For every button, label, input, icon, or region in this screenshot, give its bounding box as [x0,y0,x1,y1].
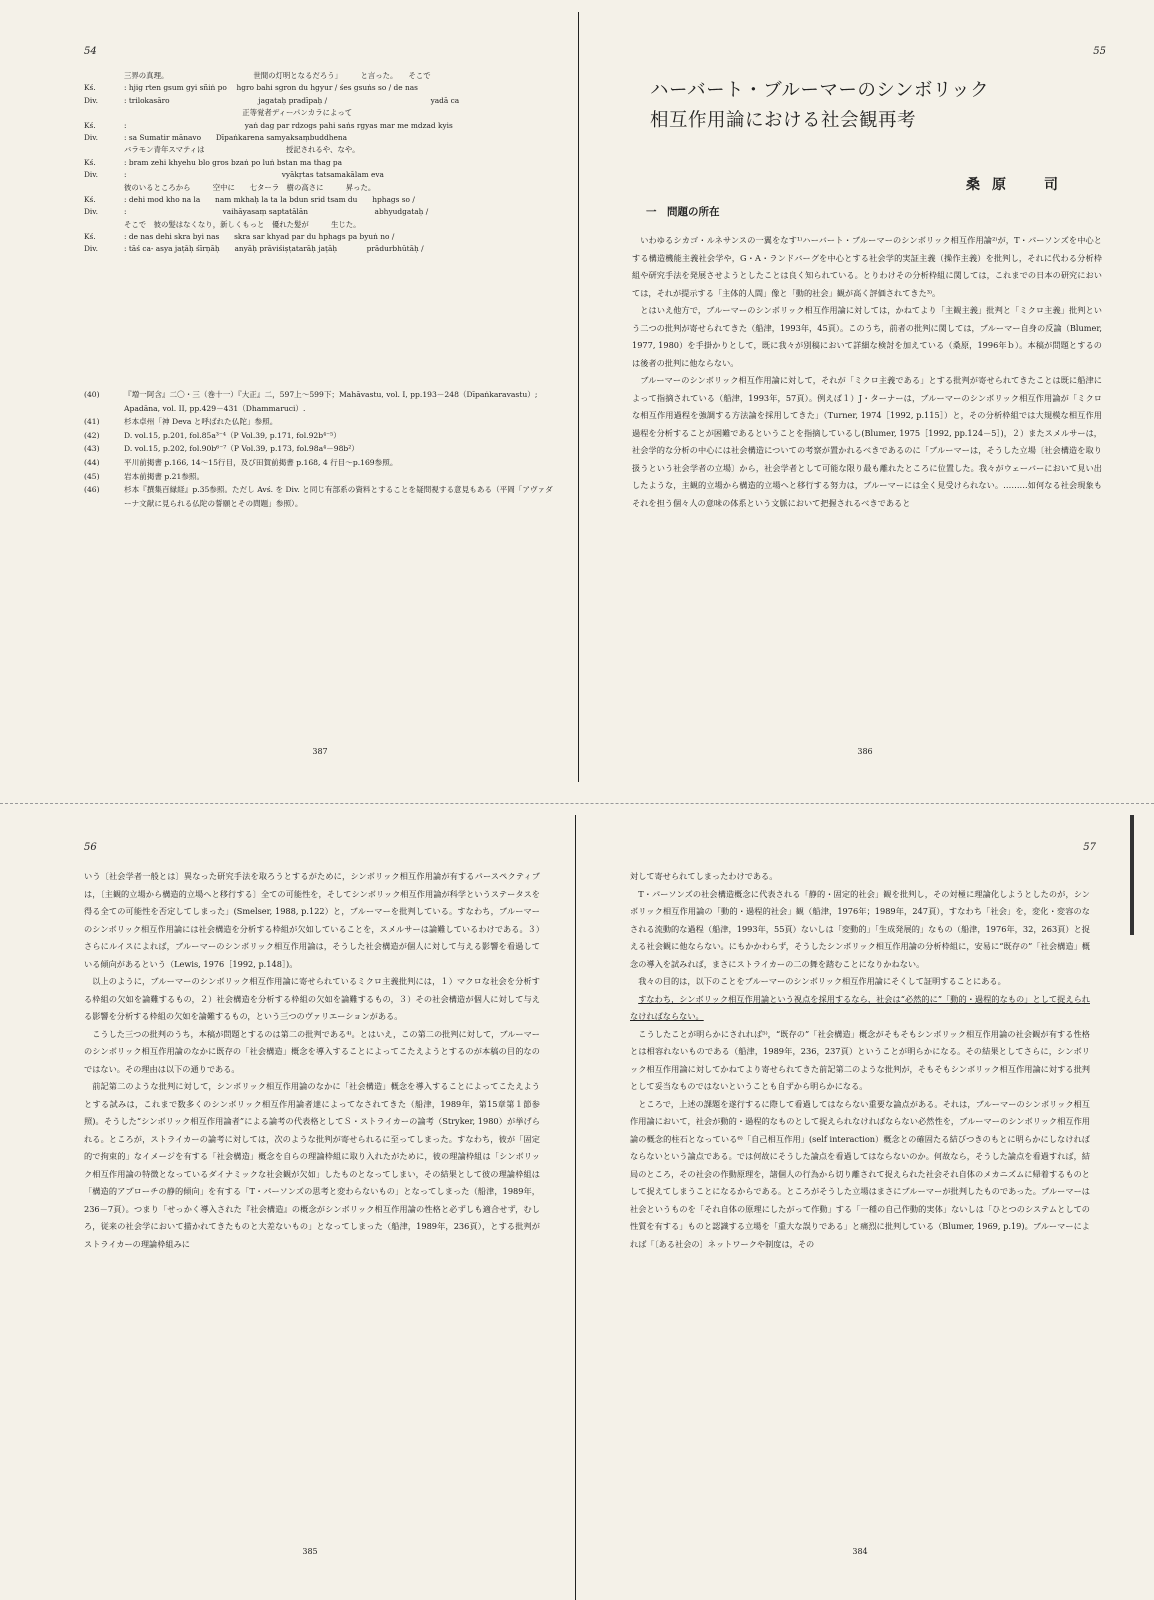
line-text: : hjig rten gsum gyi sñiṅ po hgro bahi sgron du hgyur / śes gsuṅs so / de nas [124,83,418,93]
right-edge-mark [1130,815,1134,935]
footnote-number: (44) [84,457,100,467]
footnote [84,442,554,456]
line-text: : vyākṛtas tatsamakālam eva [124,170,384,180]
footnotes [84,388,554,510]
title-line: 相互作用論における社会観再考 [650,110,917,131]
title-line: ハーバート・ブルーマーのシンボリック [650,80,990,101]
paragraph: いわゆるシカゴ・ルネサンスの一翼をなす¹⁾ハーバート・ブルーマーのシンボリック相互作用論²⁾が，T・パーソンズを中心とする構造機能主義社会学や，G・A・ランドバーグを中心とする社会学的実証主義（操作主義）を批判し，それに代わる分析枠組や研究手法を発展させようとしたことは良く知られている。とりわけその分析枠組に関しては，これまでの日本の研究においては，それが提示する「主体的人間」像と「動的社会」観が高く評価されてきた³⁾。 [632,235,1102,298]
footnote-text: 杉本卓州「神 Deva と呼ばれた仏陀」参照。 [124,417,278,427]
body-text [84,868,540,1253]
footnote-text: 岩本前掲書 p.21参照。 [124,471,205,481]
paragraph: T・パーソンズの社会構造概念に代表される「静的・固定的社会」観を批判し，その対極に理論化しようとしたのが，シンボリック相互作用論の「動的・過程的社会」観（船津，1976年；1989年，247頁），すなわち「社会」を，変化・変容のなされる流動的な過程（船津，1993年，55頁）ないしは「変動的」「生成発展的」なもの（船津，1976年，32，263頁）と捉える社会観に他ならない。にもかかわらず，そうしたシンボリック相互作用論の分析枠組に，安易に“既存の”「社会構造」概念の導入を試みれば，まさにストライカーの二の舞を踏むことになりかねない。 [630,888,1090,969]
footnote-number: (45) [84,471,100,481]
gloss-line [84,107,554,119]
footnote [84,429,554,443]
text-line [84,120,554,132]
page-55 [620,40,1110,760]
gloss-line [84,144,554,156]
footnote-number: (42) [84,430,100,440]
line-text: : tāś ca- asya jaṭāḥ śīrṇāḥ anyāḥ prāviśiṣṭatarāḥ jaṭāḥ prādurbhūtāḥ / [124,244,424,254]
line-label [84,182,124,194]
line-text: 彼のいるところから 空中に 七ターラ 樹の高さに 昇った。 [124,182,376,192]
line-text: バラモン青年スマティは 授記されるや、なや。 [124,145,360,155]
paragraph: 以上のように，ブルーマーのシンボリック相互作用論に寄せられているミクロ主義批判には，１）マクロな社会を分析する枠組の欠如を論難するもの，２）社会構造を分析する枠組の欠如を論難するもの，３）その社会構造が個人に対して与える影響を分析する枠組の欠如を論難するもの，という三つのヴァリエーションがある。 [84,976,540,1021]
text-line [84,243,554,255]
line-text: : sa Sumatir mānavo Dīpaṅkarena samyaksaṃbuddhena [124,132,348,142]
line-label: Kś. [84,232,96,242]
footnote-number: (46) [84,485,100,495]
text-line [84,169,554,181]
footnote-text: 『増一阿含』二〇・三（巻十一）『大正』二，597上～599下；Mahāvastu, vol. I, pp.193－248（Dīpaṅkaravastu）; Apadāna, vol. II, pp.429－431（Dhammaruci）. [124,390,538,413]
interlinear-text [84,70,554,256]
line-text: 三界の真理。 世間の灯明となるだろう」 と言った。 そこで [124,71,431,80]
paragraph: いう〔社会学者一般とは〕異なった研究手法を取ろうとするがために，シンボリック相互作用論が有するパースペクティブは，〔主観的立場から構造的立場へと移行する〕全ての可能性を，そしてシンボリック相互作用論が科学というステータスを得る全ての可能性を否定してしまった」(Smelser, 1988, p.122）と，ブルーマーを批判している。すなわち，ブルーマーのシンボリック相互作用論には社会構造を分析する枠組が欠如していることを，スメルサーは論難しているわけである。３）さらにルイスによれば，ブルーマーのシンボリック相互作用論は，そうした社会構造が個人に対して与える影響を看過している傾向があるという（Lewis, 1976［1992, p.148］)。 [84,871,540,969]
line-label: Div. [84,207,98,217]
paragraph: 前記第二のような批判に対して，シンボリック相互作用論のなかに「社会構造」概念を導入することによってこたえようとする試みは，これまで数多くのシンボリック相互作用論者達によってなされてきた（船津，1989年，第15章第１節参照)。そうした“シンボリック相互作用論者”による論考の代表格としてＳ・ストライカーの論考（Stryker, 1980）が挙げられる。ところが，ストライカーの論考に対しては，次のような批判が寄せられるに至ってしまった。すなわち，彼が「固定的で拘束的」なイメージを有する「社会構造」概念を自らの理論枠組に取り入れたがために，彼の理論枠組は「シンボリック相互作用論の特徴となっているダイナミックな社会観が欠如」したものとなってしまい，その結果として彼の理論枠組は「構造的アプローチの静的傾向」を有する「T・パーソンズの思考と変わらないもの」となってしまった（船津，1989年，236－7頁）。つまり「せっかく導入された『社会構造』の概念がシンボリック相互作用論の性格と必ずしも適合せず，むしろ，従来の社会学において描かれてきたものと大差ないもの」となってしまった（船津，1989年，236頁），とする批判がストライカーの理論枠組みに [84,1081,540,1249]
line-text: 正等覚者ディーパンカラによって [124,108,353,118]
text-line [84,194,554,206]
footnote-text: D. vol.15, p.201, fol.85a³⁻⁴（P Vol.39, p.171, fol.92b⁴⁻⁵） [124,430,341,440]
page-number: 54 [84,46,97,57]
line-text: : trilokasāro jagataḥ pradīpaḥ / yadā ca [124,95,460,105]
footnote-number: (41) [84,417,100,427]
line-text: そこで 彼の髪はなくなり，新しくもっと 優れた髪が 生じた。 [124,219,361,229]
line-text: : bram zehi khyehu blo gros bzaṅ po luṅ bstan ma thag pa [124,157,343,167]
line-label: Kś. [84,83,96,93]
text-line [84,206,554,218]
body-text [632,232,1102,512]
gloss-line [84,219,554,231]
line-label: Div. [84,132,98,142]
paragraph: ところで，上述の課題を遂行するに際して看過してはならない重要な論点がある。それは，ブルーマーのシンボリック相互作用論において，社会が動的・過程的なものとして捉えられなければならない必然性を，ブルーマーのシンボリック相互作用論の概念的柱石となっている⁶⁾「自己相互作用」(self interaction）概念との確固たる結びつきのもとに明らかにしなければならないという論点である。では何故にそうした論点を看過してはならないのか。何故なら，そうした論点を看過すれば，結局のところ，その社会の作動原理を，諸個人の行為から切り離されて捉えられた社会それ自体のメカニズムに帰着するものとして捉えてしまうことになるからである。ところがそうした立場はまさにブルーマーが批判したものであった。ブルーマーは社会というものを「それ自体の原理にしたがって作動」する「一種の自己作動的実体」ないしは「ひとつのシステムとしての性質を有する」ものと認識する立場を「重大な誤りである」と痛烈に批判している（Blumer, 1969, p.19)。ブルーマーによれば「〔ある社会の〕ネットワークや制度は，その [630,1098,1090,1249]
line-text: : dehi mod kho na la nam mkhaḥ la ta la bdun srid tsam du hphags so / [124,194,415,204]
paragraph: とはいえ他方で，ブルーマーのシンボリック相互作用論に対しては，かねてより「主観主義」批判と「ミクロ主義」批判という二つの批判が寄せられてきた（船津，1993年，45頁）。このうち，前者の批判に関しては，ブルーマー自身の反論（Blumer, 1977, 1980）を手掛かりとして，既に我々が別稿において詳細な検討を加えている（桑原，1996年ｂ）。本稿が問題とするのは後者の批判に他ならない。 [632,305,1102,368]
line-text: : yaṅ dag par rdzogs pahi saṅs rgyas mar me mdzad kyis [124,120,453,130]
page-number: 56 [84,842,97,853]
line-text: : de nas dehi skra byi nas skra sar khyad par du hphags pa byuṅ no / [124,232,395,242]
line-label: Div. [84,170,98,180]
page-number: 57 [1083,842,1096,853]
page-divider [0,803,1154,804]
line-label: Div. [84,95,98,105]
spine-rule-bottom [575,815,576,1600]
footnote-text: D. vol.15, p.202, fol.90b⁶⁻⁷（P Vol.39, p.173, fol.98a⁴－98b²） [124,444,359,454]
page-54 [70,40,570,760]
footnote-text: 杉本『撰集百縁経』p.35参照。ただし Avś. を Div. と同じ有部系の資料とすることを疑問視する意見もある（平岡「アヴァダーナ文献に見られる仏陀の誓願とその問題」参照）。 [124,485,553,508]
footnote [84,456,554,470]
paragraph: こうした三つの批判のうち，本稿が問題とするのは第二の批判である⁴⁾。とはいえ，この第二の批判に対して，ブルーマーのシンボリック相互作用論のなかに既存の「社会構造」概念を導入することによってこたえようとするのが本稿の目的なのではない。その理由は以下の通りである。 [84,1028,540,1074]
paragraph: 我々の目的は，以下のことをブルーマーのシンボリック相互作用論にそくして証明することにある。 [638,976,1006,986]
paragraph: こうしたことが明らかにされれば⁵⁾，“既存の”「社会構造」概念がそもそもシンボリック相互作用論の社会観が有する性格とは相容れないものである（船津，1989年，236，237頁）ということが明らかになる。その結果としてさらに，シンボリック相互作用論に対してかねてより寄せられてきた前記第二のような批判が，そもそもシンボリック相互作用論に対する批判として妥当なものではないということも自ずから明らかになる。 [630,1028,1090,1091]
footnote-number: (40) [84,390,100,399]
line-label: Kś. [84,120,96,130]
line-text: : vaihāyasaṃ saptatālān abhyudgataḥ / [124,207,429,217]
footnote [84,483,554,510]
text-line [84,82,554,94]
gloss-line [84,70,554,82]
body-text [630,868,1090,1253]
line-label [84,219,124,231]
line-label [84,70,124,82]
section-heading: 一 問題の所在 [646,206,720,218]
line-label: Div. [84,244,98,254]
author-name: 桑原 司 [966,177,1070,193]
folio: 387 [312,747,328,756]
spine-rule-top [578,12,579,782]
article-title [650,76,1090,136]
folio: 386 [857,747,873,756]
paragraph: ブルーマーのシンボリック相互作用論に対して，それが「ミクロ主義である」とする批判が寄せられてきたことは既に船津によって指摘されている（船津，1993年，57頁）。例えば１）J・ターナーは，ブルーマーのシンボリック相互作用論が「ミクロな相互作用過程を強調する方法論を採用してきた」（Turner, 1974［1992, p.115］）と，その分析枠組では大規模な相互作用過程を分析することが困難であるということを指摘しているし(Blumer, 1975［1992, pp.124－5］)，２）またスメルサーは，社会学的な分析の中心には社会構造についての考察が置かれるべきであるのに「ブルーマーは，そうした立場〔社会構造を取り扱うという社会学者の立場〕から，社会学者として可能な限り最も離れたところに位置した。我々がウェーバーにおいて見い出したような，主観的立場から構造的立場へと移行する努力は，ブルーマーには全く見受けられない。………如何なる社会現象もそれを担う個々人の意味の体系という文脈において把握されるべきであると [632,375,1102,508]
page-56 [70,842,550,1560]
line-label: Kś. [84,157,96,167]
folio: 385 [302,1547,318,1556]
line-label [84,144,124,156]
paragraph: 対して寄せられてしまったわけである。 [630,871,778,881]
thesis-statement: すなわち，シンボリック相互作用論という視点を採用するなら，社会は“必然的に”「動的・過程的なもの」として捉えられなければならない。 [630,993,1090,1021]
page-57 [620,842,1100,1560]
footnote [84,415,554,429]
text-line [84,95,554,107]
footnote-number: (43) [84,444,100,454]
line-label [84,107,124,119]
footnote [84,470,554,484]
footnote-text: 平川前掲書 p.166, 14～15行目，及び田賀前掲書 p.168, 4 行目～p.169参照。 [124,457,398,467]
text-line [84,157,554,169]
line-label: Kś. [84,194,96,204]
gloss-line [84,182,554,194]
page-number: 55 [1093,46,1106,57]
folio: 384 [852,1547,868,1556]
text-line [84,231,554,243]
text-line [84,132,554,144]
footnote [84,388,554,415]
